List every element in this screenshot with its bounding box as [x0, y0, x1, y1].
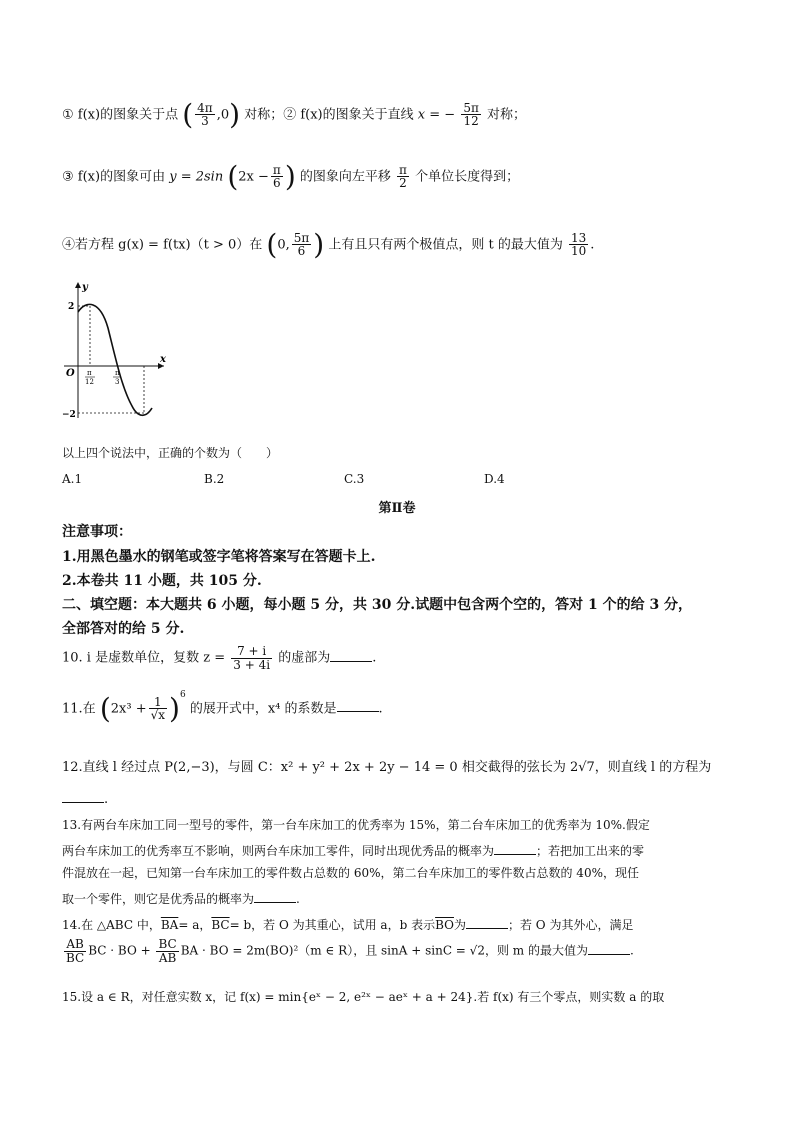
- tick-1-den: 12: [85, 378, 94, 386]
- q11-expr: 2x³ +: [110, 701, 147, 717]
- s3-inner-fraction: $\frac{\pi}{6}$: [272, 162, 281, 191]
- s2-end: 对称；: [486, 107, 526, 123]
- tick-1-num: π: [87, 369, 92, 377]
- note-2: 2.本卷共 11 小题，共 105 分.: [62, 573, 262, 589]
- q14-answer-blank-1[interactable]: [466, 916, 508, 929]
- q14-fraction-2: $\frac{BC}{AB}$: [158, 937, 177, 965]
- q9-question: 以上四个说法中，正确的个数为（ ）: [62, 446, 279, 460]
- q13-line-4: 取一个零件，则它是优秀品的概率为 .: [62, 892, 300, 906]
- q12-answer-blank[interactable]: [62, 790, 104, 803]
- option-a: A.1: [62, 472, 83, 486]
- s3-mid: 的图象向左平移: [299, 169, 391, 185]
- option-c: C.3: [344, 472, 365, 486]
- s3-func: y = 2sin: [169, 169, 224, 185]
- function-graph: [60, 278, 180, 428]
- q10-text: 10. i 是虚数单位，复数 z =: [62, 650, 226, 666]
- circled-1: ①: [62, 107, 74, 123]
- question-11: 11.在 (2x³ + $\frac{1}{√x}$ )$^6$ 的展开式中，x⁴ 的系数是 .: [62, 689, 383, 725]
- s1-point-rest: ,0: [216, 107, 230, 123]
- s4-interval-fraction: $\frac{5\pi}{6}$: [293, 230, 310, 259]
- q10-mid: 的虚部为: [278, 650, 331, 666]
- statement-3: ③ f(x)的图象可由 y = 2sin (2x − $\frac{\pi}{6}$ ) 的图象向左平移 $\frac{\pi}{2}$ 个单位长度得到；: [62, 160, 520, 193]
- s3-inner: 2x −: [238, 169, 269, 185]
- q11-text: 11.在: [62, 701, 96, 717]
- s3-text: ③ f(x)的图象可由: [62, 169, 166, 185]
- option-d: D.4: [484, 472, 505, 486]
- y-max-label: 2: [68, 302, 75, 312]
- note-3a: 二、填空题：本大题共 6 小题，每小题 5 分，共 30 分.试题中包含两个空的，答对 1 个的给 3 分，: [62, 597, 693, 613]
- s1-point-fraction: $\frac{4\pi}{3}$: [197, 100, 213, 129]
- vector-bc: $\overline{BC}$: [211, 918, 230, 932]
- s2-text: f(x)的图象关于直线: [300, 107, 414, 123]
- q14-line-2: $\frac{AB}{BC}$ BC · BO + $\frac{BC}{AB}$ BA · BO = 2m(BO)²（m ∈ R），且 sinA + sinC = √2，则 m 的最大值为 .: [66, 937, 634, 965]
- s2-fraction: $\frac{5\pi}{12}$: [463, 100, 479, 129]
- s1-end: 对称；②: [244, 107, 297, 123]
- q14-line-1: 14.在 △ABC 中，$\overline{BA}= a$，$\overline{BC}= b$，若 O 为其重心，试用 a，b 表示$\overline{BO}$为 ；若 O 为其外心，满足: [62, 918, 634, 932]
- q11-exponent: 6: [179, 689, 186, 700]
- y-axis-arrow: [75, 282, 81, 288]
- q13-line-1: 13.有两台车床加工同一型号的零件，第一台车床加工的优秀率为 15%，第二台车床加工的优秀率为 10%.假定: [62, 818, 650, 832]
- vector-ba: $\overline{BA}$: [160, 918, 179, 932]
- q14-answer-blank-2[interactable]: [588, 942, 630, 955]
- question-12: 12.直线 l 经过点 P(2,−3)，与圆 C：x² + y² + 2x + 2y − 14 = 0 相交截得的弦长为 2√7，则直线 l 的方程为: [62, 760, 712, 775]
- s2-x: x = −: [417, 107, 456, 123]
- question-12-tail: .: [62, 790, 108, 808]
- q13-line-3: 件混放在一起，已知第一台车床加工的零件数占总数的 60%，第二台车床加工的零件数占总数的 40%，现任: [62, 866, 639, 880]
- q13-line-2: 两台车床加工的优秀率互不影响，则两台车床加工零件，同时出现优秀品的概率为 ；若把加工出来的零: [62, 844, 645, 858]
- tick-2-num: π: [115, 369, 120, 377]
- question-15: 15.设 a ∈ R，对任意实数 x，记 f(x) = min{eˣ − 2, e²ˣ − aeˣ + a + 24}.若 f(x) 有三个零点，则实数 a 的取: [62, 990, 665, 1004]
- s4-answer-fraction: $\frac{13}{10}$: [570, 230, 587, 259]
- section-title: 第Ⅱ卷: [378, 501, 416, 516]
- q14-fraction-1: $\frac{AB}{BC}$: [66, 937, 85, 965]
- sine-curve: [78, 304, 152, 415]
- q11-fraction: $\frac{1}{√x}$: [150, 694, 166, 723]
- vector-bo: $\overline{BO}$: [435, 918, 454, 932]
- note-1: 1.用黑色墨水的钢笔或签字笔将答案写在答题卡上.: [62, 549, 376, 565]
- q13-answer-blank-2[interactable]: [254, 890, 296, 903]
- y-label: y: [82, 282, 88, 293]
- q11-mid: 的展开式中，x⁴ 的系数是: [189, 701, 337, 717]
- x-label: x: [160, 354, 166, 365]
- s4-interval: 0,: [277, 237, 290, 253]
- statement-4: ④若方程 g(x) = f(tx)（t > 0）在 (0, $\frac{5\pi}{6}$ ) 上有且只有两个极值点，则 t 的最大值为 $\frac{13}{10}$ .: [62, 228, 595, 261]
- q10-fraction: $\frac{7 + i}{3 + 4i}$: [233, 644, 271, 672]
- q11-answer-blank[interactable]: [337, 699, 379, 712]
- q10-answer-blank[interactable]: [330, 649, 372, 662]
- s4-mid: 上有且只有两个极值点，则 t 的最大值为: [328, 237, 563, 253]
- statement-1-2: ① f(x)的图象关于点 ( $\frac{4\pi}{3}$ ,0) 对称；② f(x)的图象关于直线 x = − $\frac{5\pi}{12}$ 对称；: [62, 98, 526, 131]
- question-10: 10. i 是虚数单位，复数 z = $\frac{7 + i}{3 + 4i}$ 的虚部为 .: [62, 644, 377, 672]
- q13-answer-blank-1[interactable]: [494, 842, 536, 855]
- option-b: B.2: [204, 472, 225, 486]
- s3-end: 个单位长度得到；: [415, 169, 520, 185]
- note-3b: 全部答对的给 5 分.: [62, 621, 185, 637]
- s4-text: ④若方程 g(x) = f(tx)（t > 0）在: [62, 237, 263, 253]
- notes-title: 注意事项：: [62, 524, 132, 540]
- origin-label: O: [66, 368, 75, 379]
- s3-shift-fraction: $\frac{\pi}{2}$: [399, 162, 407, 191]
- s1-text: f(x)的图象关于点: [77, 107, 179, 123]
- tick-2-den: 3: [115, 378, 120, 386]
- y-min-label: −2: [62, 410, 76, 420]
